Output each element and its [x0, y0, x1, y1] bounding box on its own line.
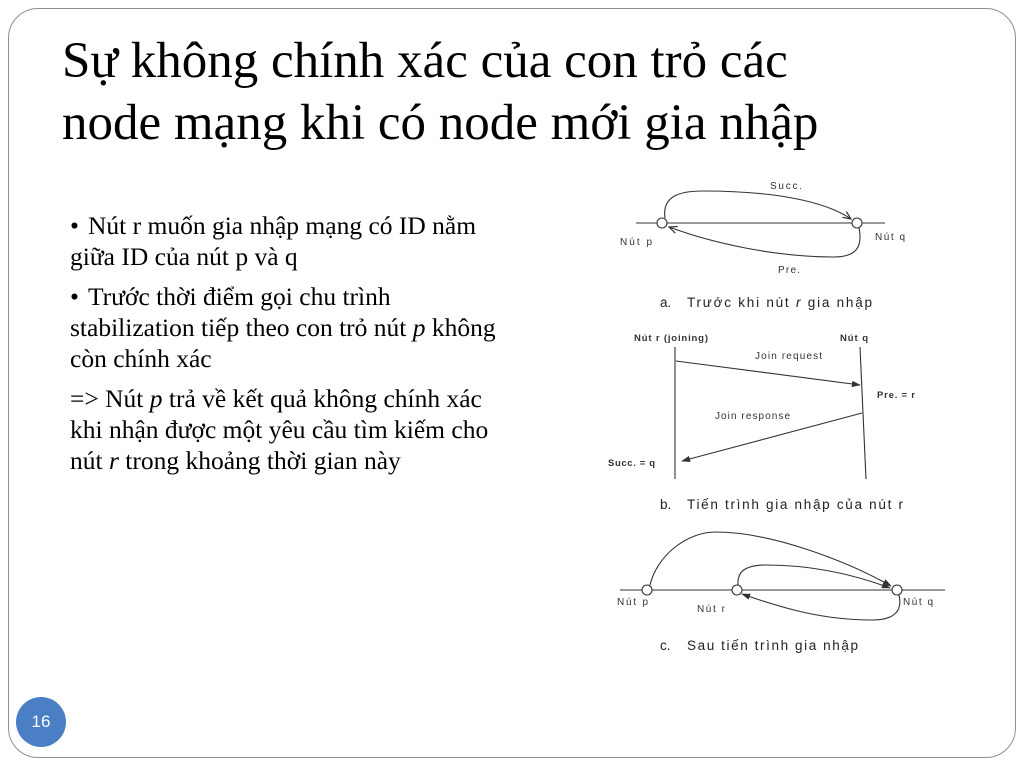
- caption-run: gia nhập: [802, 295, 872, 310]
- caption-letter: a.: [660, 295, 672, 310]
- bullet-line: [70, 281, 496, 312]
- succ-pointer-arrow: [665, 191, 851, 219]
- node-p-label: Nút p: [620, 237, 652, 248]
- join-request-arrow: [676, 361, 860, 385]
- text-run: nút: [70, 446, 109, 475]
- node-r-label: Nút r: [697, 604, 725, 615]
- caption-letter: b.: [660, 497, 672, 512]
- conclusion-line: [70, 445, 496, 476]
- join-request-label: Join request: [755, 351, 822, 362]
- italic-node-name: r: [108, 446, 119, 475]
- node-q-label: Nút q: [903, 597, 933, 608]
- pre-label: Pre.: [778, 265, 800, 276]
- diagram-a-before-join: [620, 181, 905, 310]
- node-p-circle: [642, 585, 652, 595]
- caption-letter: c.: [660, 638, 671, 653]
- bullet-join-id-range: [70, 210, 496, 272]
- node-p-label: Nút p: [617, 597, 648, 608]
- bullet-line: [70, 312, 496, 343]
- page-number-badge: [16, 697, 66, 747]
- slide-title: [62, 30, 818, 154]
- text-run: giữa ID của nút p và q: [70, 242, 298, 271]
- caption-italic-node: r: [795, 295, 801, 310]
- italic-node-name: p: [412, 313, 426, 342]
- caption-run: Trước khi nút: [687, 295, 795, 310]
- bullet-line: [70, 210, 496, 241]
- node-r-circle: [732, 585, 742, 595]
- text-run: trong khoảng thời gian này: [118, 446, 401, 475]
- bullet-marker: •: [70, 282, 79, 311]
- node-q-label: Nút q: [875, 232, 905, 243]
- diagram-caption: Tiến trình gia nhập của nút r: [687, 497, 903, 512]
- r-succ-pointer-arrow: [738, 565, 890, 588]
- bullet-line: [70, 241, 496, 272]
- bullet-stale-pointer: [70, 281, 496, 374]
- p-succ-pointer-arrow: [650, 532, 891, 586]
- pre-update-label: Pre. = r: [877, 390, 915, 401]
- bullet-line: [70, 343, 496, 374]
- page-number: 16: [31, 712, 51, 731]
- text-run: Trước thời điểm gọi chu trình: [88, 282, 391, 311]
- diagram-c-after-join: [617, 532, 945, 653]
- text-run: trả về kết quả không chính xác: [162, 384, 482, 413]
- diagram-b-join-process: [608, 333, 915, 512]
- bullet-list: [70, 210, 496, 485]
- conclusion-paragraph: [70, 383, 496, 476]
- q-pre-pointer-arrow: [742, 594, 900, 620]
- node-q-label: Nút q: [840, 333, 868, 344]
- succ-label: Succ.: [770, 181, 802, 192]
- text-run: khi nhận được một yêu cầu tìm kiếm cho: [70, 415, 489, 444]
- text-run: => Nút: [70, 384, 150, 413]
- text-run: Nút r muốn gia nhập mạng có ID nằm: [88, 211, 477, 240]
- bullet-marker: •: [70, 211, 79, 240]
- diagram-caption: [687, 295, 872, 310]
- node-r-joining-label: Nút r (joining): [634, 333, 708, 344]
- node-p-circle: [657, 218, 667, 228]
- node-q-circle: [852, 218, 862, 228]
- node-join-figure: [590, 170, 960, 670]
- diagram-caption: Sau tiến trình gia nhập: [687, 638, 858, 653]
- italic-node-name: p: [149, 384, 163, 413]
- pre-pointer-arrow: [669, 227, 860, 257]
- text-run: stabilization tiếp theo con trỏ nút: [70, 313, 413, 342]
- conclusion-line: [70, 414, 496, 445]
- node-q-circle: [892, 585, 902, 595]
- title-line-1: Sự không chính xác của con trỏ các: [62, 33, 788, 89]
- text-run: không: [425, 313, 496, 342]
- title-line-2: node mạng khi có node mới gia nhập: [62, 95, 819, 151]
- join-response-label: Join response: [715, 411, 790, 422]
- text-run: còn chính xác: [70, 344, 212, 373]
- succ-update-label: Succ. = q: [608, 458, 655, 469]
- conclusion-line: [70, 383, 496, 414]
